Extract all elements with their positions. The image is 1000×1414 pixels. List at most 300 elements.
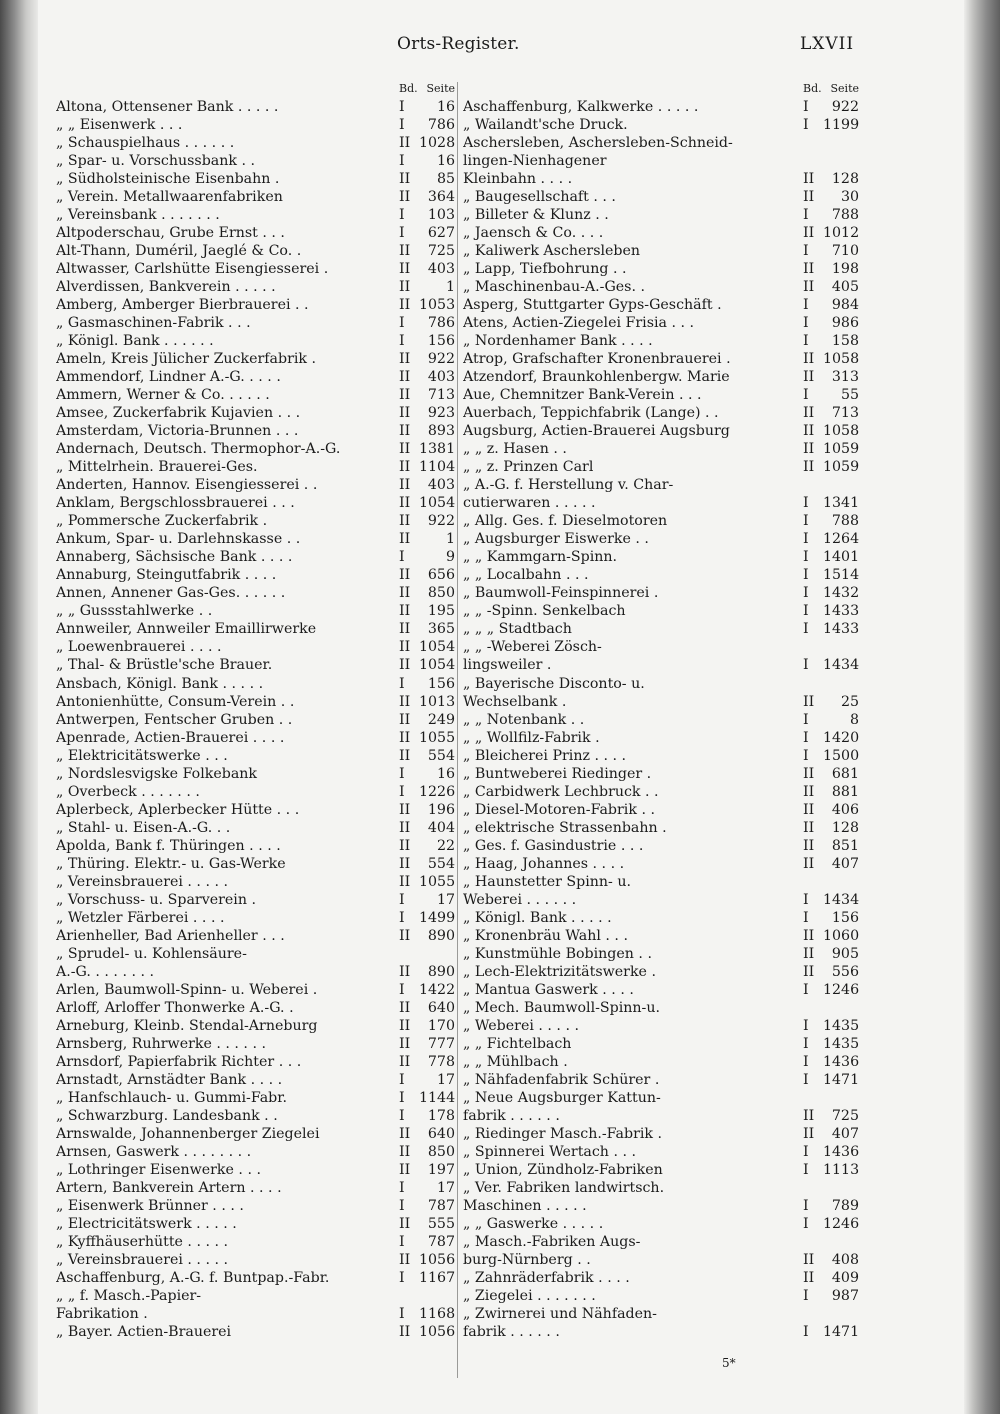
entry-volume: I bbox=[803, 1288, 809, 1305]
entry-page bbox=[419, 945, 455, 963]
index-entry bbox=[463, 494, 859, 512]
entry-volume: I bbox=[399, 117, 405, 134]
index-entry bbox=[56, 476, 455, 494]
entry-volume: I bbox=[803, 315, 809, 332]
entry-name: Ameln, Kreis Jülicher Zuckerfabrik . bbox=[56, 351, 317, 368]
entry-name: „ Vereinsbank . . . . . . . bbox=[56, 207, 220, 224]
entry-page: 788 bbox=[831, 207, 859, 224]
entry-volume: II bbox=[399, 171, 411, 188]
entry-page: 1499 bbox=[419, 909, 455, 926]
entry-volume: II bbox=[399, 729, 411, 746]
page-title: Orts-Register. bbox=[397, 34, 520, 54]
entry-page: 890 bbox=[427, 963, 455, 980]
entry-name: „ „ z. Hasen . . bbox=[463, 441, 567, 458]
entry-name: „ Diesel-Motoren-Fabrik . . bbox=[463, 801, 655, 818]
index-entry bbox=[463, 1179, 859, 1197]
index-entry bbox=[56, 1269, 455, 1287]
entry-name: „ Hanfschlauch- u. Gummi-Fabr. bbox=[56, 1089, 287, 1106]
entry-name: „ Billeter & Klunz . . bbox=[463, 207, 609, 224]
entry-volume: I bbox=[399, 99, 405, 115]
entry-volume: II bbox=[399, 963, 411, 980]
entry-volume: I bbox=[399, 1233, 405, 1250]
entry-page: 1054 bbox=[419, 657, 455, 674]
index-entry bbox=[463, 1161, 859, 1179]
entry-name: „ „ -Weberei Zösch- bbox=[463, 639, 602, 656]
entry-volume: II bbox=[399, 297, 411, 314]
entry-volume: I bbox=[399, 765, 405, 782]
entry-volume: II bbox=[399, 279, 411, 296]
index-entry bbox=[463, 116, 859, 134]
scan-left-edge bbox=[0, 0, 38, 1414]
index-entry bbox=[463, 1233, 859, 1251]
index-entry bbox=[463, 404, 859, 422]
index-entry bbox=[463, 945, 859, 963]
entry-volume: II bbox=[399, 1161, 411, 1178]
index-entry bbox=[463, 260, 859, 278]
entry-name: „ Mech. Baumwoll-Spinn-u. bbox=[463, 999, 660, 1016]
entry-page: 407 bbox=[831, 855, 859, 872]
entry-volume: II bbox=[803, 765, 815, 782]
entry-name: „ „ z. Prinzen Carl bbox=[463, 459, 594, 476]
entry-page: 786 bbox=[427, 315, 455, 332]
entry-page: 1226 bbox=[419, 783, 455, 800]
entry-volume: II bbox=[803, 405, 815, 422]
index-entry bbox=[56, 656, 455, 674]
entry-name: „ Ges. f. Gasindustrie . . . bbox=[463, 837, 644, 854]
entry-name: „ Overbeck . . . . . . . bbox=[56, 783, 200, 800]
index-entry bbox=[463, 1089, 859, 1107]
index-entry bbox=[56, 1323, 455, 1341]
entry-name: Apenrade, Actien-Brauerei . . . . bbox=[56, 729, 285, 746]
entry-name: „ Schauspielhaus . . . . . . bbox=[56, 135, 235, 152]
entry-page: 1 bbox=[445, 531, 455, 548]
entry-name: „ Weberei . . . . . bbox=[463, 1017, 579, 1034]
entry-page: 30 bbox=[840, 189, 859, 206]
entry-page: 128 bbox=[831, 171, 859, 188]
entry-page: 195 bbox=[427, 603, 455, 620]
index-entry bbox=[56, 981, 455, 999]
index-entry bbox=[463, 134, 859, 152]
entry-page: 1436 bbox=[823, 1143, 859, 1160]
entry-volume: II bbox=[399, 1252, 411, 1268]
entry-page: 197 bbox=[427, 1161, 455, 1178]
entry-page: 923 bbox=[427, 405, 455, 422]
entry-name: Ammendorf, Lindner A.-G. . . . . bbox=[56, 369, 281, 386]
index-entry bbox=[463, 530, 859, 548]
entry-name: fabrik . . . . . . bbox=[463, 1324, 560, 1341]
entry-volume: I bbox=[803, 1215, 809, 1232]
entry-name: „ Loewenbrauerei . . . . bbox=[56, 639, 222, 656]
entry-volume: II bbox=[399, 693, 411, 710]
entry-name: Anderten, Hannov. Eisengiesserei . . bbox=[56, 477, 318, 494]
entry-volume bbox=[803, 1305, 823, 1323]
entry-volume: I bbox=[399, 783, 405, 800]
index-entry bbox=[463, 1053, 859, 1071]
entry-name: „ Mittelrhein. Brauerei-Ges. bbox=[56, 459, 258, 476]
index-entry bbox=[56, 314, 455, 332]
entry-page: 1059 bbox=[823, 459, 859, 476]
entry-name: Arnstadt, Arnstädter Bank . . . . bbox=[56, 1071, 283, 1088]
entry-volume bbox=[803, 134, 823, 152]
entry-name: „ Elektricitätswerke . . . bbox=[56, 747, 228, 764]
entry-volume: II bbox=[803, 279, 815, 296]
entry-volume: II bbox=[803, 945, 815, 962]
entry-page: 16 bbox=[436, 99, 455, 115]
entry-volume: II bbox=[399, 1053, 411, 1070]
index-entry bbox=[463, 675, 859, 693]
index-entry bbox=[463, 927, 859, 945]
index-entry bbox=[56, 242, 455, 260]
entry-page: 156 bbox=[427, 675, 455, 692]
index-entry bbox=[56, 350, 455, 368]
entry-name: Antonienhütte, Consum-Verein . . bbox=[56, 693, 295, 710]
entry-volume: I bbox=[399, 225, 405, 242]
entry-page: 554 bbox=[427, 855, 455, 872]
entry-volume: II bbox=[803, 1107, 815, 1124]
index-entry bbox=[463, 620, 859, 638]
entry-name: „ „ Fichtelbach bbox=[463, 1035, 572, 1052]
entry-page: 788 bbox=[831, 513, 859, 530]
index-entry bbox=[463, 693, 859, 711]
entry-name: „ Gasmaschinen-Fabrik . . . bbox=[56, 315, 251, 332]
entry-name: „ Thüring. Elektr.- u. Gas-Werke bbox=[56, 855, 286, 872]
entry-name: „ „ Kammgarn-Spinn. bbox=[463, 549, 618, 566]
index-entry bbox=[56, 1143, 455, 1161]
entry-page: 850 bbox=[427, 585, 455, 602]
entry-name: „ „ Gussstahlwerke . . bbox=[56, 603, 213, 620]
entry-page: 403 bbox=[427, 369, 455, 386]
entry-volume: II bbox=[399, 531, 411, 548]
index-entry bbox=[56, 368, 455, 386]
index-entry bbox=[56, 963, 455, 981]
index-entry bbox=[56, 999, 455, 1017]
entry-volume: I bbox=[803, 747, 809, 764]
index-entry bbox=[463, 1035, 859, 1053]
entry-page: 1199 bbox=[823, 117, 859, 134]
entry-volume: II bbox=[399, 747, 411, 764]
entry-page: 17 bbox=[436, 1179, 455, 1196]
entry-name: „ Nordenhamer Bank . . . . bbox=[463, 333, 653, 350]
index-entry bbox=[56, 332, 455, 350]
index-entry bbox=[56, 386, 455, 404]
entry-volume: II bbox=[399, 495, 411, 512]
entry-page: 786 bbox=[427, 117, 455, 134]
index-entry bbox=[56, 1215, 455, 1233]
entry-page bbox=[823, 675, 859, 693]
index-entry bbox=[56, 296, 455, 314]
entry-page: 987 bbox=[831, 1288, 859, 1305]
entry-page: 1012 bbox=[823, 225, 859, 242]
entry-page: 85 bbox=[436, 171, 455, 188]
index-entry bbox=[463, 476, 859, 494]
left-column bbox=[56, 80, 455, 1341]
entry-volume: II bbox=[803, 855, 815, 872]
entry-page: 198 bbox=[831, 261, 859, 278]
entry-name: Antwerpen, Fentscher Gruben . . bbox=[56, 711, 293, 728]
entry-page: 407 bbox=[831, 1125, 859, 1142]
entry-volume: I bbox=[803, 1053, 809, 1070]
entry-page: 103 bbox=[427, 207, 455, 224]
entry-page: 1058 bbox=[823, 351, 859, 368]
entry-volume: I bbox=[399, 1197, 405, 1214]
index-entry bbox=[463, 422, 859, 440]
entry-name: „ Königl. Bank . . . . . . bbox=[56, 333, 214, 350]
index-entry bbox=[463, 206, 859, 224]
entry-page: 365 bbox=[427, 621, 455, 638]
entry-page: 364 bbox=[427, 189, 455, 206]
entry-volume: II bbox=[803, 225, 815, 242]
index-entry bbox=[56, 638, 455, 656]
entry-page: 1058 bbox=[823, 423, 859, 440]
entry-name: Arnsdorf, Papierfabrik Richter . . . bbox=[56, 1053, 302, 1070]
index-entry bbox=[463, 837, 859, 855]
entry-name: „ Zwirnerei und Nähfaden- bbox=[463, 1306, 657, 1323]
entry-name: fabrik . . . . . . bbox=[463, 1107, 560, 1124]
entry-name: „ Baumwoll-Feinspinnerei . bbox=[463, 585, 659, 602]
bd-header: Bd. bbox=[399, 81, 418, 95]
entry-name: „ Stahl- u. Eisen-A.-G. . . bbox=[56, 819, 231, 836]
entry-volume: II bbox=[803, 819, 815, 836]
entry-page: 1053 bbox=[419, 297, 455, 314]
index-entry bbox=[56, 278, 455, 296]
index-entry bbox=[56, 747, 455, 765]
entry-volume: I bbox=[803, 513, 809, 530]
index-entry bbox=[463, 440, 859, 458]
entry-page: 1054 bbox=[419, 495, 455, 512]
entry-page: 9 bbox=[445, 549, 455, 566]
index-entry bbox=[463, 783, 859, 801]
entry-volume: I bbox=[803, 621, 809, 638]
entry-name: „ Spinnerei Wertach . . . bbox=[463, 1143, 636, 1160]
entry-name: „ „ Notenbank . . bbox=[463, 711, 585, 728]
index-entry bbox=[463, 1305, 859, 1323]
entry-page: 1054 bbox=[419, 639, 455, 656]
entry-name: lingen-Nienhagener bbox=[463, 153, 607, 170]
index-entry bbox=[56, 602, 455, 620]
entry-page: 710 bbox=[831, 243, 859, 260]
scan-right-edge bbox=[964, 0, 1000, 1414]
entry-name: „ Riedinger Masch.-Fabrik . bbox=[463, 1125, 663, 1142]
entry-volume: II bbox=[399, 459, 411, 476]
left-entry-list bbox=[56, 98, 455, 1341]
entry-volume: I bbox=[803, 1143, 809, 1160]
entry-page: 25 bbox=[840, 693, 859, 710]
entry-page: 408 bbox=[831, 1252, 859, 1268]
entry-page: 1434 bbox=[823, 891, 859, 908]
entry-page: 656 bbox=[427, 567, 455, 584]
entry-name: „ Königl. Bank . . . . . bbox=[463, 909, 612, 926]
entry-volume: II bbox=[803, 189, 815, 206]
entry-volume: I bbox=[399, 549, 405, 566]
entry-name: „ Carbidwerk Lechbruck . . bbox=[463, 783, 659, 800]
entry-volume: II bbox=[399, 999, 411, 1016]
index-entry bbox=[56, 783, 455, 801]
entry-name: „ Electricitätswerk . . . . . bbox=[56, 1215, 237, 1232]
entry-page bbox=[823, 476, 859, 494]
entry-name: „ „ Eisenwerk . . . bbox=[56, 117, 183, 134]
entry-page: 156 bbox=[427, 333, 455, 350]
entry-page: 1246 bbox=[823, 981, 859, 998]
entry-page: 158 bbox=[831, 333, 859, 350]
index-entry bbox=[56, 1071, 455, 1089]
entry-volume: II bbox=[399, 243, 411, 260]
entry-page: 178 bbox=[427, 1107, 455, 1124]
entry-volume bbox=[399, 1287, 419, 1305]
entry-volume: II bbox=[399, 657, 411, 674]
entry-page: 8 bbox=[849, 711, 859, 728]
entry-name: „ Lothringer Eisenwerke . . . bbox=[56, 1161, 261, 1178]
entry-page: 787 bbox=[427, 1233, 455, 1250]
entry-name: lingsweiler . bbox=[463, 657, 552, 674]
entry-page: 1168 bbox=[419, 1306, 455, 1323]
entry-name: Altpoderschau, Grube Ernst . . . bbox=[56, 225, 285, 242]
entry-page: 1055 bbox=[419, 873, 455, 890]
entry-volume: I bbox=[803, 1324, 809, 1341]
entry-volume: I bbox=[803, 387, 809, 404]
index-entry bbox=[463, 1269, 859, 1287]
entry-name: Aue, Chemnitzer Bank-Verein . . . bbox=[463, 387, 702, 404]
entry-page: 1471 bbox=[823, 1071, 859, 1088]
entry-volume: I bbox=[803, 333, 809, 350]
entry-page: 986 bbox=[831, 315, 859, 332]
entry-name: Alt-Thann, Duméril, Jaeglé & Co. . bbox=[56, 243, 302, 260]
entry-volume: II bbox=[399, 135, 411, 152]
entry-page: 17 bbox=[436, 1071, 455, 1088]
entry-page: 787 bbox=[427, 1197, 455, 1214]
entry-page: 1246 bbox=[823, 1215, 859, 1232]
entry-page: 640 bbox=[427, 999, 455, 1016]
entry-page: 16 bbox=[436, 153, 455, 170]
entry-name: „ Jaensch & Co. . . . bbox=[463, 225, 604, 242]
entry-page: 22 bbox=[436, 837, 455, 854]
entry-page: 555 bbox=[427, 1215, 455, 1232]
index-entry bbox=[56, 855, 455, 873]
entry-volume: II bbox=[399, 351, 411, 368]
entry-volume bbox=[803, 638, 823, 656]
index-entry bbox=[56, 1035, 455, 1053]
entry-page: 16 bbox=[436, 765, 455, 782]
index-entry bbox=[56, 765, 455, 783]
entry-volume: I bbox=[803, 711, 809, 728]
index-entry bbox=[463, 1323, 859, 1341]
entry-page: 1433 bbox=[823, 603, 859, 620]
bd-header: Bd. bbox=[803, 81, 822, 95]
entry-page: 405 bbox=[831, 279, 859, 296]
index-entry bbox=[463, 548, 859, 566]
entry-page: 1435 bbox=[823, 1035, 859, 1052]
index-entry bbox=[463, 98, 859, 116]
entry-volume: II bbox=[803, 261, 815, 278]
index-entry bbox=[463, 332, 859, 350]
entry-volume: II bbox=[399, 189, 411, 206]
entry-page: 713 bbox=[831, 405, 859, 422]
entry-name: „ Bayer. Actien-Brauerei bbox=[56, 1324, 232, 1341]
entry-volume: I bbox=[399, 1179, 405, 1196]
entry-name: „ Eisenwerk Brünner . . . . bbox=[56, 1197, 244, 1214]
entry-volume: I bbox=[803, 729, 809, 746]
entry-name: Arienheller, Bad Arienheller . . . bbox=[56, 927, 285, 944]
entry-name: Artern, Bankverein Artern . . . . bbox=[56, 1179, 282, 1196]
entry-name: „ Wailandt'sche Druck. bbox=[463, 117, 628, 134]
entry-name: „ Thal- & Brüstle'sche Brauer. bbox=[56, 657, 273, 674]
entry-name: Arnsen, Gaswerk . . . . . . . . bbox=[56, 1143, 252, 1160]
entry-page: 403 bbox=[427, 261, 455, 278]
entry-volume: I bbox=[399, 1107, 405, 1124]
entry-volume: II bbox=[399, 567, 411, 584]
index-entry bbox=[56, 458, 455, 476]
index-entry bbox=[463, 711, 859, 729]
entry-volume: I bbox=[803, 549, 809, 566]
entry-volume: II bbox=[399, 585, 411, 602]
entry-volume: I bbox=[399, 207, 405, 224]
entry-page: 406 bbox=[831, 801, 859, 818]
entry-page: 1436 bbox=[823, 1053, 859, 1070]
entry-name: Annaburg, Steingutfabrik . . . . bbox=[56, 567, 277, 584]
index-entry bbox=[463, 638, 859, 656]
entry-name: „ Sprudel- u. Kohlensäure- bbox=[56, 945, 247, 962]
entry-volume bbox=[803, 1089, 823, 1107]
seite-header: Seite bbox=[426, 81, 455, 95]
index-entry bbox=[56, 440, 455, 458]
entry-page: 313 bbox=[831, 369, 859, 386]
entry-name: „ Augsburger Eiswerke . . bbox=[463, 531, 649, 548]
entry-page: 1059 bbox=[823, 441, 859, 458]
entry-name: Amberg, Amberger Bierbrauerei . . bbox=[56, 297, 309, 314]
entry-name: „ Ver. Fabriken landwirtsch. bbox=[463, 1179, 665, 1196]
entry-volume: II bbox=[803, 171, 815, 188]
entry-name: Aschersleben, Aschersleben-Schneid- bbox=[463, 135, 733, 152]
index-entry bbox=[463, 963, 859, 981]
entry-name: Annaberg, Sächsische Bank . . . . bbox=[56, 549, 293, 566]
entry-name: „ Verein. Metallwaarenfabriken bbox=[56, 189, 283, 206]
right-column-header bbox=[463, 80, 859, 98]
index-entry bbox=[56, 530, 455, 548]
entry-volume bbox=[803, 675, 823, 693]
index-entry bbox=[56, 945, 455, 963]
entry-page: 1422 bbox=[419, 981, 455, 998]
entry-volume bbox=[399, 945, 419, 963]
entry-name: „ elektrische Strassenbahn . bbox=[463, 819, 667, 836]
index-entry bbox=[463, 368, 859, 386]
index-entry bbox=[463, 1107, 859, 1125]
entry-name: Kleinbahn . . . . bbox=[463, 171, 573, 188]
entry-volume: I bbox=[399, 1270, 405, 1287]
entry-volume: II bbox=[399, 477, 411, 494]
index-entry bbox=[56, 152, 455, 170]
entry-volume: II bbox=[399, 1125, 411, 1142]
entry-name: Aschaffenburg, Kalkwerke . . . . . bbox=[463, 99, 699, 115]
column-divider bbox=[457, 82, 458, 1378]
entry-name: Arloff, Arloffer Thonwerke A.-G. . bbox=[56, 999, 294, 1016]
index-entry bbox=[463, 819, 859, 837]
entry-name: „ Zahnräderfabrik . . . . bbox=[463, 1270, 630, 1287]
entry-page: 1113 bbox=[823, 1161, 859, 1178]
entry-volume: I bbox=[803, 567, 809, 584]
entry-page: 713 bbox=[427, 387, 455, 404]
index-entry bbox=[56, 891, 455, 909]
entry-page: 922 bbox=[427, 513, 455, 530]
entry-page: 984 bbox=[831, 297, 859, 314]
index-entry bbox=[56, 548, 455, 566]
entry-name: „ Kyffhäuserhütte . . . . . bbox=[56, 1233, 229, 1250]
entry-page: 556 bbox=[831, 963, 859, 980]
entry-name: Altwasser, Carlshütte Eisengiesserei . bbox=[56, 261, 329, 278]
entry-name: „ Spar- u. Vorschussbank . . bbox=[56, 153, 256, 170]
entry-volume: II bbox=[399, 855, 411, 872]
entry-name: Atzendorf, Braunkohlenbergw. Marie bbox=[463, 369, 730, 386]
index-entry bbox=[463, 566, 859, 584]
entry-name: „ A.-G. f. Herstellung v. Char- bbox=[463, 477, 674, 494]
